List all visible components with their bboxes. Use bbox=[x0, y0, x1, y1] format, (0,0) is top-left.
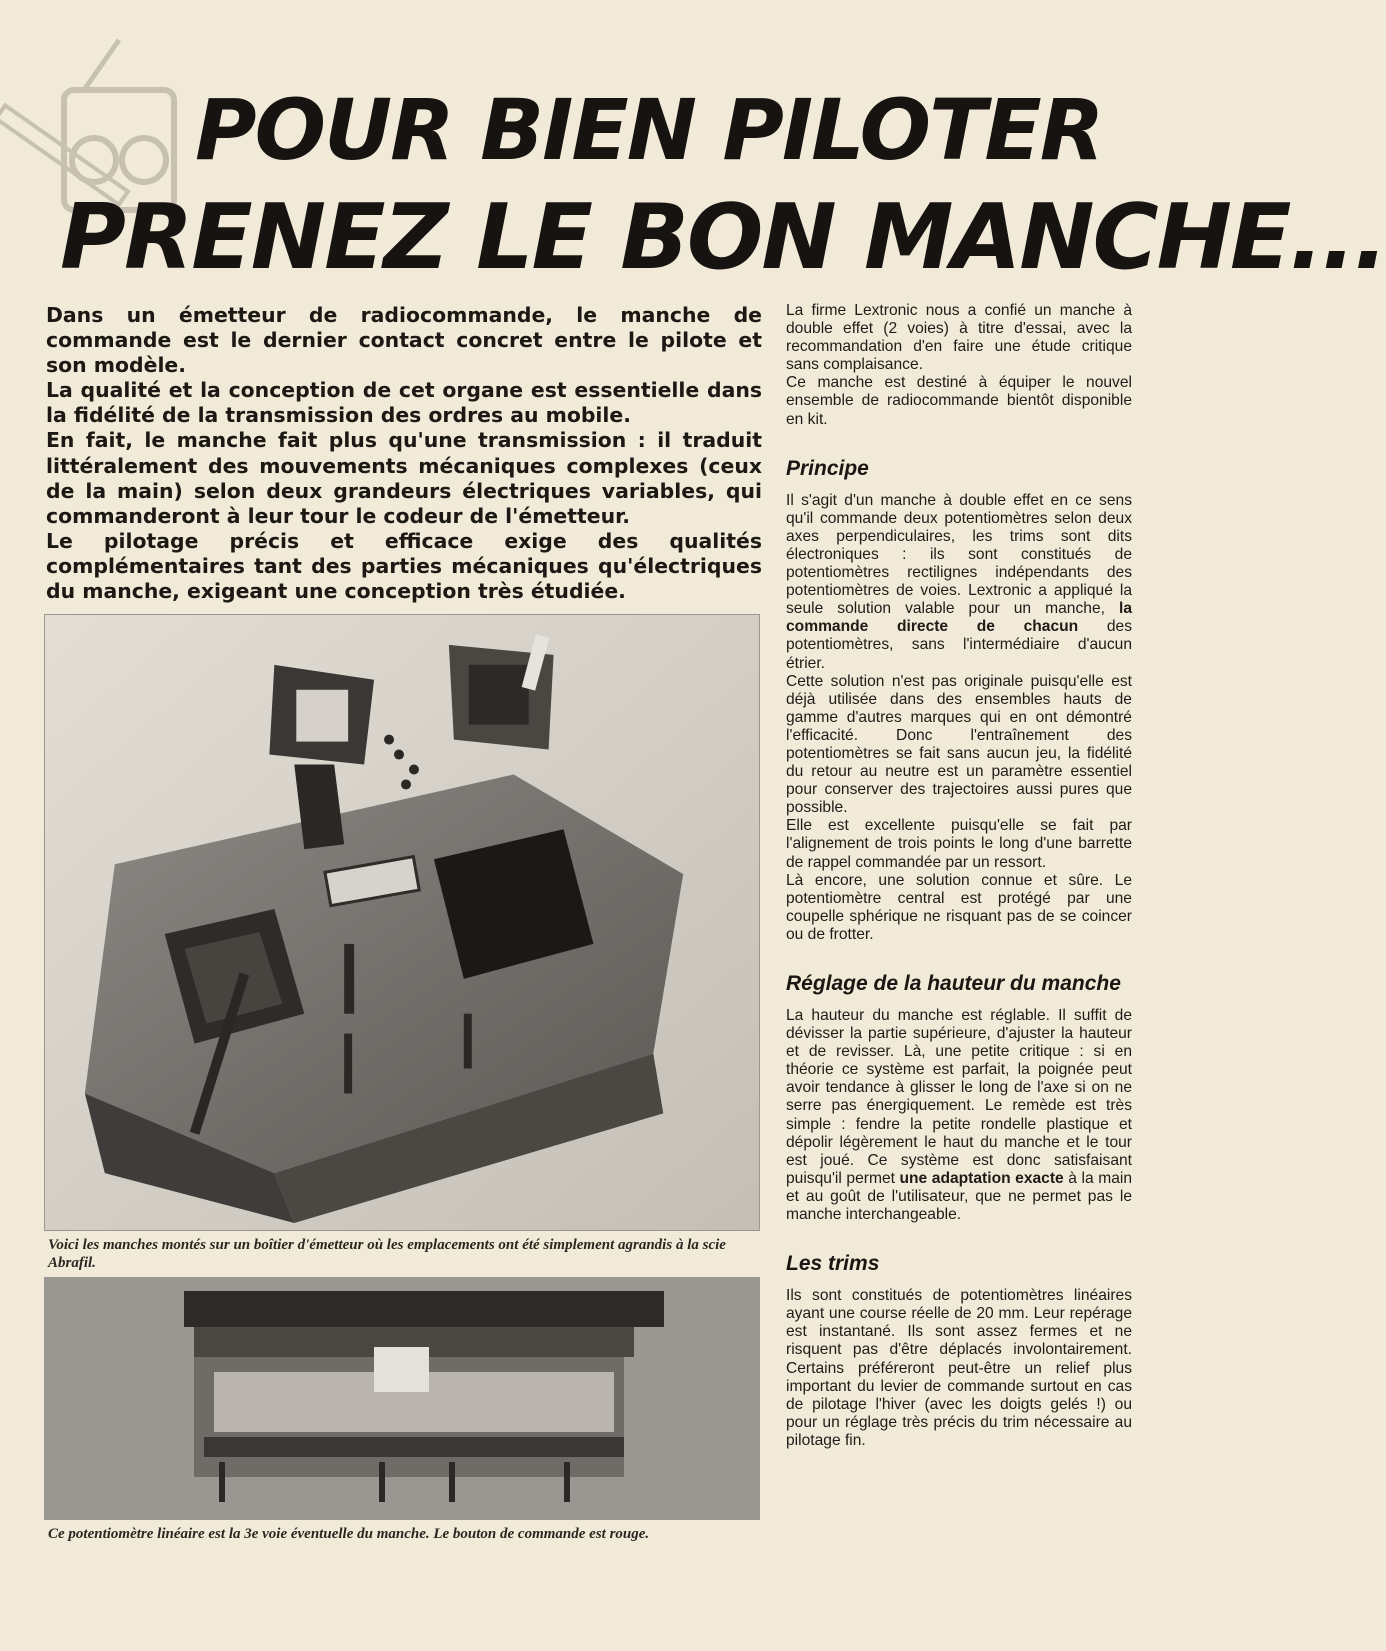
trims-paragraph: Ils sont constitués de potentiomètres linéaires ayant une course réelle de 20 mm. Leur repérage est instantané. Ils sont assez fermes et ne risquent pas d'être déplacés involontairement. Certains préféreront peut-être un relief plus important du levier de commande surtout en cas de pilotage l'hiver (avec les doigts gelés !) ou pour un réglage très précis du trim nécessaire au pilotage fin. bbox=[786, 1287, 1132, 1449]
article-column bbox=[786, 302, 1132, 1450]
title-line-2: PRENEZ LE BON MANCHE... bbox=[60, 185, 1386, 290]
intro-paragraph: En fait, le manche fait plus qu'une transmission : il traduit littéralement des mouvements mécaniques complexes (ceux de la main) selon deux grandeurs électriques variables, qui commanderont à leur tour le codeur de l'émetteur. bbox=[46, 428, 762, 528]
section-heading-trims: Les trims bbox=[786, 1252, 880, 1276]
title-line-1: POUR BIEN PILOTER bbox=[195, 81, 1103, 179]
principe-paragraph: Là encore, une solution connue et sûre. Le potentiomètre central est protégé par une coupelle sphérique ne risquant pas de se coincer ou de frotter. bbox=[786, 871, 1132, 943]
reglage-paragraph: La hauteur du manche est réglable. Il suffit de dévisser la partie supérieure, d'ajuster la hauteur et de revisser. Là, une petite critique : si en théorie ce système est parfait, la poignée peut avoir tendance à glisser le long de l'axe si on ne serre pas énergiquement. Le remède est très simple : fendre la petite rondelle plastique et dépolir légèrement le haut du manche et le tour est joué. Ce système est donc satisfaisant puisqu'il permet une adaptation exacte à la main et au goût de l'utilisateur, que ne permet pas le manche interchangeable. bbox=[786, 1007, 1133, 1224]
lead-paragraph: La firme Lextronic nous a confié un manche à double effet (2 voies) à titre d'essai, avec la recommandation d'en faire une étude critique sans complaisance. bbox=[786, 302, 1132, 374]
transmitter-photo bbox=[44, 614, 760, 1231]
photo-2-caption: Ce potentiomètre linéaire est la 3e voie éventuelle du manche. Le bouton de commande est rouge. bbox=[48, 1526, 650, 1542]
principe-paragraph: Cette solution n'est pas originale puisqu'elle est déjà utilisée dans des ensembles hauts de gamme d'autres marques qui en ont démontré l'efficacité. Donc l'entraînement des potentiomètres se fait sans aucun jeu, la fidélité du retour au neutre est un paramètre essentiel pour conserver des trajectoires aussi pures que possible. bbox=[786, 672, 1132, 817]
emphasis: une adaptation exacte bbox=[899, 1169, 1064, 1187]
emphasis: la commande directe de chacun bbox=[786, 600, 1132, 636]
principe-paragraph: Elle est excellente puisqu'elle se fait par l'alignement de trois points le long d'une barrette de rappel commandée par un ressort. bbox=[786, 817, 1132, 871]
section-heading-principe: Principe bbox=[786, 456, 869, 480]
lead-paragraph: Ce manche est destiné à équiper le nouvel ensemble de radiocommande bientôt disponible en kit. bbox=[786, 374, 1132, 428]
intro-paragraph: La qualité et la conception de cet organe est essentielle dans la fidélité de la transmission des ordres au mobile. bbox=[46, 378, 762, 428]
potentiometer-photo bbox=[44, 1277, 760, 1520]
intro-paragraph: Le pilotage précis et efficace exige des qualités complémentaires tant des parties mécaniques qu'électriques du manche, exigeant une conception très étudiée. bbox=[46, 528, 762, 604]
photo-1-caption: Voici les manches montés sur un boîtier d'émetteur où les emplacements ont été simplement agrandis à la scie Abrafil. bbox=[48, 1237, 726, 1271]
intro-text bbox=[46, 303, 762, 604]
intro-paragraph: Dans un émetteur de radiocommande, le manche de commande est le dernier contact concret entre le pilote et son modèle. bbox=[46, 303, 762, 378]
principe-paragraph: Il s'agit d'un manche à double effet en ce sens qu'il commande deux potentiomètres selon deux axes perpendiculaires, les trims sont dits électroniques : ils sont constitués de potentiomètres rectilignes indépendants des potentiomètres de voies. Lextronic a appliqué la seule solution valable pour un manche, la commande directe de chacun des potentiomètres, sans l'intermédiaire d'aucun étrier. bbox=[786, 491, 1132, 672]
section-heading-reglage: Réglage de la hauteur du manche bbox=[786, 972, 1121, 995]
